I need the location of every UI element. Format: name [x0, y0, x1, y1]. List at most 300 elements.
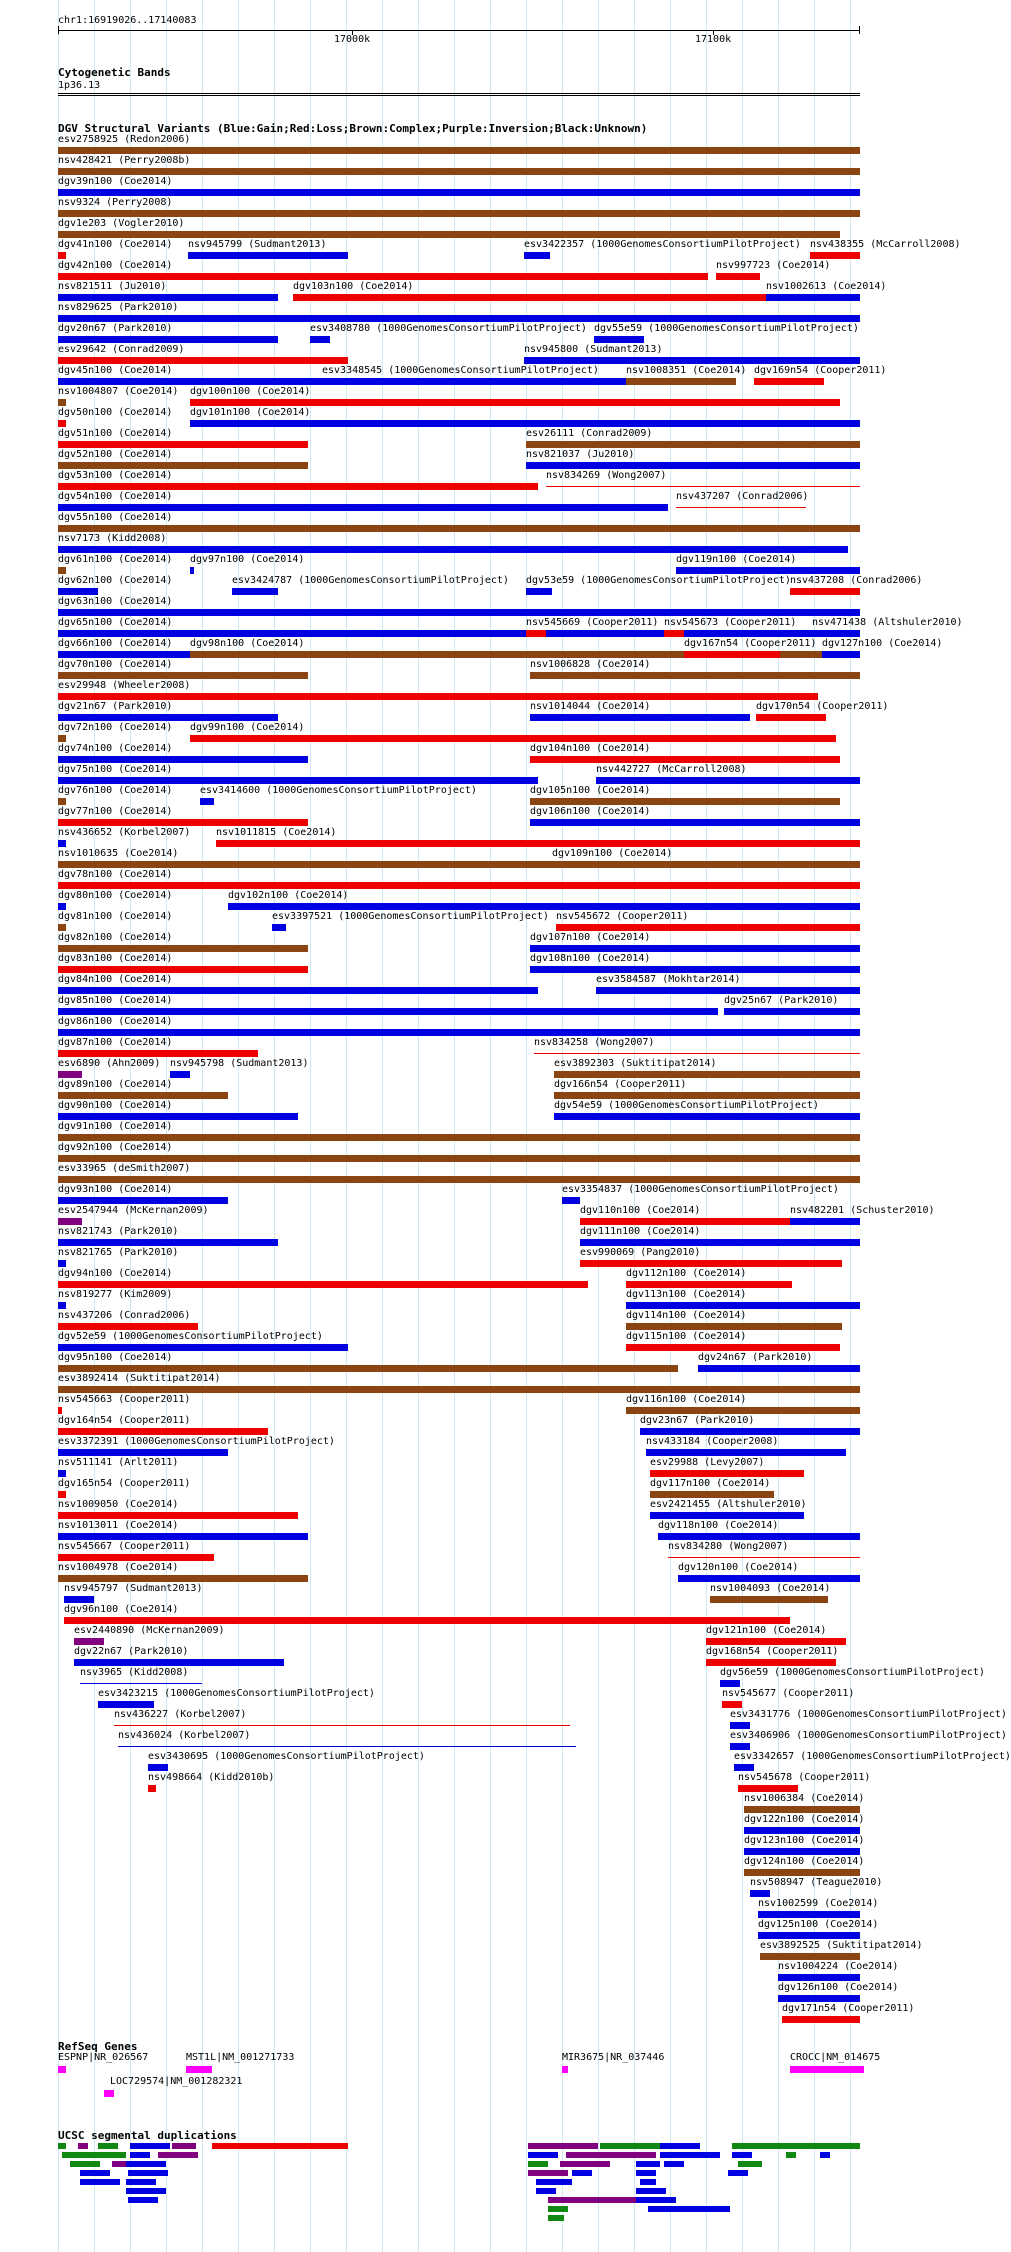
- variant-label[interactable]: dgv80n100 (Coe2014): [58, 890, 173, 901]
- variant-bar[interactable]: [64, 1617, 790, 1624]
- variant-bar[interactable]: [730, 1722, 750, 1729]
- segdup-block[interactable]: [548, 2215, 564, 2221]
- variant-bar[interactable]: [534, 1053, 860, 1054]
- variant-label[interactable]: dgv77n100 (Coe2014): [58, 806, 173, 817]
- variant-label[interactable]: dgv108n100 (Coe2014): [530, 953, 651, 964]
- variant-bar[interactable]: [58, 1260, 66, 1267]
- variant-bar[interactable]: [554, 1071, 860, 1078]
- variant-label[interactable]: nsv545663 (Cooper2011): [58, 1394, 191, 1405]
- variant-label[interactable]: dgv168n54 (Cooper2011): [706, 1646, 839, 1657]
- segdup-block[interactable]: [98, 2143, 118, 2149]
- variant-label[interactable]: dgv63n100 (Coe2014): [58, 596, 173, 607]
- variant-label[interactable]: nsv437208 (Conrad2006): [790, 575, 923, 586]
- variant-bar[interactable]: [650, 1512, 804, 1519]
- segdup-track-title[interactable]: UCSC segmental duplications: [58, 2129, 237, 2142]
- segdup-block[interactable]: [636, 2170, 656, 2176]
- segdup-block[interactable]: [636, 2188, 666, 2194]
- variant-bar[interactable]: [754, 378, 824, 385]
- variant-label[interactable]: dgv167n54 (Cooper2011): [684, 638, 817, 649]
- segdup-block[interactable]: [128, 2170, 168, 2176]
- gene-glyph[interactable]: [186, 2066, 212, 2073]
- segdup-block[interactable]: [80, 2179, 120, 2185]
- variant-bar[interactable]: [698, 1365, 860, 1372]
- variant-label[interactable]: dgv99n100 (Coe2014): [190, 722, 305, 733]
- variant-label[interactable]: esv990069 (Pang2010): [580, 1247, 701, 1258]
- variant-bar[interactable]: [580, 1239, 860, 1246]
- variant-label[interactable]: dgv94n100 (Coe2014): [58, 1268, 173, 1279]
- variant-label[interactable]: dgv116n100 (Coe2014): [626, 1394, 747, 1405]
- variant-bar[interactable]: [58, 483, 538, 490]
- variant-label[interactable]: dgv125n100 (Coe2014): [758, 1919, 879, 1930]
- variant-bar[interactable]: [114, 1725, 570, 1726]
- variant-bar[interactable]: [810, 252, 860, 259]
- variant-bar[interactable]: [216, 840, 860, 847]
- variant-bar[interactable]: [58, 609, 860, 616]
- variant-bar[interactable]: [58, 546, 848, 553]
- variant-bar[interactable]: [678, 1575, 860, 1582]
- variant-bar[interactable]: [118, 1746, 576, 1747]
- variant-label[interactable]: nsv3965 (Kidd2008): [80, 1667, 189, 1678]
- variant-bar[interactable]: [170, 1071, 190, 1078]
- variant-label[interactable]: dgv74n100 (Coe2014): [58, 743, 173, 754]
- variant-label[interactable]: dgv1e203 (Vogler2010): [58, 218, 185, 229]
- variant-label[interactable]: esv3342657 (1000GenomesConsortiumPilotProject): [734, 1751, 1011, 1762]
- variant-label[interactable]: dgv21n67 (Park2010): [58, 701, 173, 712]
- variant-label[interactable]: esv2421455 (Altshuler2010): [650, 1499, 807, 1510]
- variant-bar[interactable]: [58, 1344, 348, 1351]
- variant-bar[interactable]: [526, 441, 860, 448]
- variant-label[interactable]: dgv53e59 (1000GenomesConsortiumPilotProject): [526, 575, 791, 586]
- variant-label[interactable]: dgv51n100 (Coe2014): [58, 428, 173, 439]
- variant-bar[interactable]: [58, 1218, 82, 1225]
- variant-bar[interactable]: [750, 1890, 770, 1897]
- variant-label[interactable]: esv2547944 (McKernan2009): [58, 1205, 209, 1216]
- variant-bar[interactable]: [58, 672, 308, 679]
- segdup-block[interactable]: [78, 2143, 88, 2149]
- variant-label[interactable]: dgv119n100 (Coe2014): [676, 554, 797, 565]
- variant-label[interactable]: nsv821037 (Ju2010): [526, 449, 635, 460]
- segdup-block[interactable]: [528, 2143, 598, 2149]
- variant-label[interactable]: dgv92n100 (Coe2014): [58, 1142, 173, 1153]
- variant-bar[interactable]: [58, 1071, 82, 1078]
- segdup-block[interactable]: [126, 2161, 166, 2167]
- variant-bar[interactable]: [58, 1113, 298, 1120]
- variant-bar[interactable]: [658, 1533, 860, 1540]
- variant-label[interactable]: dgv117n100 (Coe2014): [650, 1478, 771, 1489]
- variant-label[interactable]: dgv112n100 (Coe2014): [626, 1268, 747, 1279]
- variant-label[interactable]: nsv834280 (Wong2007): [668, 1541, 789, 1552]
- variant-bar[interactable]: [148, 1764, 168, 1771]
- segdup-block[interactable]: [212, 2143, 348, 2149]
- variant-bar[interactable]: [148, 1785, 156, 1792]
- segdup-block[interactable]: [648, 2206, 730, 2212]
- variant-label[interactable]: nsv436024 (Korbel2007): [118, 1730, 251, 1741]
- variant-label[interactable]: nsv1011815 (Coe2014): [216, 827, 337, 838]
- variant-label[interactable]: nsv834269 (Wong2007): [546, 470, 667, 481]
- variant-bar[interactable]: [58, 1281, 588, 1288]
- variant-bar[interactable]: [58, 1491, 66, 1498]
- variant-label[interactable]: nsv1006384 (Coe2014): [744, 1793, 865, 1804]
- variant-bar[interactable]: [554, 1092, 860, 1099]
- variant-label[interactable]: dgv76n100 (Coe2014): [58, 785, 173, 796]
- variant-label[interactable]: esv3406906 (1000GenomesConsortiumPilotProject): [730, 1730, 1007, 1741]
- segdup-block[interactable]: [62, 2152, 82, 2158]
- variant-bar[interactable]: [58, 567, 66, 574]
- variant-bar[interactable]: [526, 588, 552, 595]
- variant-label[interactable]: dgv23n67 (Park2010): [640, 1415, 755, 1426]
- gene-glyph[interactable]: [104, 2090, 114, 2097]
- variant-bar[interactable]: [58, 147, 860, 154]
- variant-bar[interactable]: [626, 1302, 860, 1309]
- variant-label[interactable]: dgv91n100 (Coe2014): [58, 1121, 173, 1132]
- segdup-block[interactable]: [528, 2170, 568, 2176]
- variant-bar[interactable]: [58, 357, 348, 364]
- segdup-block[interactable]: [536, 2179, 572, 2185]
- variant-label[interactable]: nsv1002599 (Coe2014): [758, 1898, 879, 1909]
- variant-bar[interactable]: [552, 861, 792, 868]
- variant-label[interactable]: dgv65n100 (Coe2014): [58, 617, 173, 628]
- variant-label[interactable]: dgv55n100 (Coe2014): [58, 512, 173, 523]
- segdup-block[interactable]: [572, 2170, 592, 2176]
- variant-label[interactable]: esv3431776 (1000GenomesConsortiumPilotProject): [730, 1709, 1007, 1720]
- variant-bar[interactable]: [530, 714, 750, 721]
- variant-label[interactable]: nsv821743 (Park2010): [58, 1226, 179, 1237]
- segdup-block[interactable]: [128, 2197, 158, 2203]
- variant-label[interactable]: esv29642 (Conrad2009): [58, 344, 185, 355]
- variant-label[interactable]: esv3892414 (Suktitipat2014): [58, 1373, 221, 1384]
- segdup-block[interactable]: [636, 2161, 660, 2167]
- segdup-block[interactable]: [528, 2161, 548, 2167]
- variant-label[interactable]: dgv126n100 (Coe2014): [778, 1982, 899, 1993]
- variant-bar[interactable]: [58, 945, 308, 952]
- variant-bar[interactable]: [58, 756, 308, 763]
- variant-bar[interactable]: [596, 987, 860, 994]
- variant-label[interactable]: nsv1004807 (Coe2014): [58, 386, 179, 397]
- variant-label[interactable]: nsv1010635 (Coe2014): [58, 848, 179, 859]
- dgv-track-title[interactable]: DGV Structural Variants (Blue:Gain;Red:Loss;Brown:Complex;Purple:Inversion;Black:Unknown): [58, 122, 648, 135]
- variant-label[interactable]: nsv945799 (Sudmant2013): [188, 239, 327, 250]
- variant-bar[interactable]: [58, 1050, 258, 1057]
- variant-label[interactable]: nsv829625 (Park2010): [58, 302, 179, 313]
- variant-bar[interactable]: [782, 2016, 860, 2023]
- variant-label[interactable]: dgv123n100 (Coe2014): [744, 1835, 865, 1846]
- variant-bar[interactable]: [530, 798, 840, 805]
- variant-bar[interactable]: [676, 507, 806, 508]
- cytobands-track-title[interactable]: Cytogenetic Bands: [58, 66, 171, 79]
- variant-bar[interactable]: [322, 378, 352, 385]
- variant-bar[interactable]: [530, 819, 860, 826]
- variant-bar[interactable]: [812, 630, 860, 637]
- variant-label[interactable]: dgv96n100 (Coe2014): [64, 1604, 179, 1615]
- variant-label[interactable]: dgv122n100 (Coe2014): [744, 1814, 865, 1825]
- variant-label[interactable]: dgv54e59 (1000GenomesConsortiumPilotProject): [554, 1100, 819, 1111]
- variant-label[interactable]: nsv945800 (Sudmant2013): [524, 344, 663, 355]
- variant-label[interactable]: nsv545672 (Cooper2011): [556, 911, 689, 922]
- variant-label[interactable]: dgv53n100 (Coe2014): [58, 470, 173, 481]
- variant-bar[interactable]: [556, 924, 860, 931]
- variant-bar[interactable]: [58, 714, 278, 721]
- segdup-block[interactable]: [738, 2161, 762, 2167]
- variant-label[interactable]: dgv170n54 (Cooper2011): [756, 701, 889, 712]
- variant-bar[interactable]: [626, 1344, 840, 1351]
- variant-label[interactable]: dgv118n100 (Coe2014): [658, 1520, 779, 1531]
- variant-label[interactable]: dgv105n100 (Coe2014): [530, 785, 651, 796]
- segdup-block[interactable]: [548, 2206, 568, 2212]
- variant-label[interactable]: esv6890 (Ahn2009): [58, 1058, 161, 1069]
- variant-bar[interactable]: [58, 819, 308, 826]
- variant-bar[interactable]: [524, 252, 550, 259]
- variant-label[interactable]: esv3423215 (1000GenomesConsortiumPilotProject): [98, 1688, 375, 1699]
- variant-label[interactable]: nsv1008351 (Coe2014): [626, 365, 747, 376]
- variant-bar[interactable]: [74, 1638, 104, 1645]
- variant-label[interactable]: dgv56e59 (1000GenomesConsortiumPilotProject): [720, 1667, 985, 1678]
- segdup-block[interactable]: [58, 2143, 66, 2149]
- variant-label[interactable]: dgv52e59 (1000GenomesConsortiumPilotProject): [58, 1331, 323, 1342]
- variant-bar[interactable]: [716, 273, 760, 280]
- variant-label[interactable]: nsv442727 (McCarroll2008): [596, 764, 747, 775]
- variant-label[interactable]: esv2758925 (Redon2006): [58, 134, 191, 145]
- variant-label[interactable]: nsv436227 (Korbel2007): [114, 1709, 247, 1720]
- variant-bar[interactable]: [58, 903, 66, 910]
- variant-label[interactable]: dgv86n100 (Coe2014): [58, 1016, 173, 1027]
- gene-label[interactable]: CROCC|NM_014675: [790, 2052, 881, 2063]
- variant-label[interactable]: esv29988 (Levy2007): [650, 1457, 765, 1468]
- variant-bar[interactable]: [626, 1323, 842, 1330]
- variant-bar[interactable]: [722, 1701, 742, 1708]
- variant-bar[interactable]: [676, 567, 860, 574]
- variant-bar[interactable]: [530, 945, 860, 952]
- variant-bar[interactable]: [58, 1575, 308, 1582]
- variant-label[interactable]: nsv819277 (Kim2009): [58, 1289, 173, 1300]
- variant-bar[interactable]: [58, 966, 308, 973]
- variant-label[interactable]: esv26111 (Conrad2009): [526, 428, 653, 439]
- variant-bar[interactable]: [58, 1155, 860, 1162]
- variant-label[interactable]: dgv97n100 (Coe2014): [190, 554, 305, 565]
- variant-bar[interactable]: [758, 1932, 860, 1939]
- segdup-block[interactable]: [660, 2152, 720, 2158]
- variant-bar[interactable]: [58, 315, 860, 322]
- segdup-block[interactable]: [566, 2152, 656, 2158]
- variant-label[interactable]: dgv22n67 (Park2010): [74, 1646, 189, 1657]
- variant-bar[interactable]: [756, 714, 826, 721]
- variant-bar[interactable]: [228, 903, 860, 910]
- variant-label[interactable]: nsv545678 (Cooper2011): [738, 1772, 871, 1783]
- variant-bar[interactable]: [626, 1281, 792, 1288]
- variant-label[interactable]: nsv1002613 (Coe2014): [766, 281, 887, 292]
- refseq-track-title[interactable]: RefSeq Genes: [58, 2040, 138, 2053]
- segdup-block[interactable]: [126, 2179, 156, 2185]
- segdup-block[interactable]: [732, 2152, 752, 2158]
- variant-bar[interactable]: [58, 882, 860, 889]
- variant-bar[interactable]: [272, 924, 286, 931]
- variant-bar[interactable]: [190, 735, 836, 742]
- variant-label[interactable]: dgv83n100 (Coe2014): [58, 953, 173, 964]
- variant-bar[interactable]: [58, 294, 278, 301]
- variant-bar[interactable]: [720, 1680, 740, 1687]
- variant-label[interactable]: nsv545667 (Cooper2011): [58, 1541, 191, 1552]
- variant-label[interactable]: dgv107n100 (Coe2014): [530, 932, 651, 943]
- variant-bar[interactable]: [760, 1953, 860, 1960]
- variant-bar[interactable]: [58, 1302, 66, 1309]
- variant-label[interactable]: nsv821765 (Park2010): [58, 1247, 179, 1258]
- variant-bar[interactable]: [626, 378, 736, 385]
- variant-bar[interactable]: [626, 1407, 860, 1414]
- variant-bar[interactable]: [98, 1701, 154, 1708]
- variant-label[interactable]: dgv75n100 (Coe2014): [58, 764, 173, 775]
- segdup-block[interactable]: [130, 2152, 150, 2158]
- variant-bar[interactable]: [58, 924, 66, 931]
- variant-bar[interactable]: [310, 336, 330, 343]
- variant-bar[interactable]: [524, 357, 860, 364]
- segdup-block[interactable]: [158, 2152, 198, 2158]
- variant-bar[interactable]: [58, 210, 860, 217]
- segdup-block[interactable]: [560, 2161, 610, 2167]
- variant-label[interactable]: nsv471438 (Altshuler2010): [812, 617, 963, 628]
- segdup-block[interactable]: [70, 2161, 100, 2167]
- variant-bar[interactable]: [554, 1113, 860, 1120]
- variant-bar[interactable]: [58, 798, 66, 805]
- variant-label[interactable]: esv33965 (deSmith2007): [58, 1163, 191, 1174]
- variant-label[interactable]: esv3424787 (1000GenomesConsortiumPilotProject): [232, 575, 509, 586]
- variant-bar[interactable]: [58, 1470, 66, 1477]
- variant-label[interactable]: dgv52n100 (Coe2014): [58, 449, 173, 460]
- segdup-block[interactable]: [640, 2179, 656, 2185]
- variant-bar[interactable]: [546, 486, 860, 487]
- variant-label[interactable]: nsv437206 (Conrad2006): [58, 1310, 191, 1321]
- variant-bar[interactable]: [744, 1869, 860, 1876]
- variant-bar[interactable]: [646, 1449, 846, 1456]
- variant-bar[interactable]: [58, 189, 860, 196]
- variant-bar[interactable]: [58, 1008, 718, 1015]
- variant-label[interactable]: esv3408780 (1000GenomesConsortiumPilotProject): [310, 323, 587, 334]
- variant-label[interactable]: dgv72n100 (Coe2014): [58, 722, 173, 733]
- variant-label[interactable]: nsv1009050 (Coe2014): [58, 1499, 179, 1510]
- variant-label[interactable]: dgv95n100 (Coe2014): [58, 1352, 173, 1363]
- variant-label[interactable]: dgv50n100 (Coe2014): [58, 407, 173, 418]
- variant-bar[interactable]: [58, 588, 98, 595]
- variant-bar[interactable]: [822, 651, 860, 658]
- variant-bar[interactable]: [730, 1743, 750, 1750]
- variant-bar[interactable]: [58, 987, 538, 994]
- variant-label[interactable]: nsv545673 (Cooper2011): [664, 617, 797, 628]
- variant-label[interactable]: dgv84n100 (Coe2014): [58, 974, 173, 985]
- variant-label[interactable]: nsv437207 (Conrad2006): [676, 491, 809, 502]
- variant-label[interactable]: dgv41n100 (Coe2014): [58, 239, 173, 250]
- cytoband-bar[interactable]: [58, 93, 860, 96]
- variant-label[interactable]: nsv1004978 (Coe2014): [58, 1562, 179, 1573]
- variant-label[interactable]: dgv165n54 (Cooper2011): [58, 1478, 191, 1489]
- gene-label[interactable]: MIR3675|NR_037446: [562, 2052, 665, 2063]
- variant-label[interactable]: nsv482201 (Schuster2010): [790, 1205, 935, 1216]
- variant-label[interactable]: esv29948 (Wheeler2008): [58, 680, 191, 691]
- variant-bar[interactable]: [58, 1092, 228, 1099]
- variant-bar[interactable]: [58, 336, 278, 343]
- variant-bar[interactable]: [650, 1470, 804, 1477]
- segdup-block[interactable]: [820, 2152, 830, 2158]
- variant-label[interactable]: esv3348545 (1000GenomesConsortiumPilotProject): [322, 365, 599, 376]
- segdup-block[interactable]: [728, 2170, 748, 2176]
- variant-label[interactable]: nsv508947 (Teague2010): [750, 1877, 883, 1888]
- segdup-block[interactable]: [126, 2188, 166, 2194]
- variant-bar[interactable]: [188, 252, 348, 259]
- variant-label[interactable]: dgv113n100 (Coe2014): [626, 1289, 747, 1300]
- variant-label[interactable]: dgv90n100 (Coe2014): [58, 1100, 173, 1111]
- variant-bar[interactable]: [58, 525, 860, 532]
- variant-label[interactable]: dgv121n100 (Coe2014): [706, 1625, 827, 1636]
- variant-bar[interactable]: [580, 1218, 790, 1225]
- variant-label[interactable]: dgv103n100 (Coe2014): [293, 281, 414, 292]
- variant-bar[interactable]: [778, 1974, 860, 1981]
- segdup-block[interactable]: [82, 2152, 126, 2158]
- variant-bar[interactable]: [58, 1029, 860, 1036]
- variant-bar[interactable]: [58, 1407, 62, 1414]
- variant-label[interactable]: nsv1004224 (Coe2014): [778, 1961, 899, 1972]
- variant-label[interactable]: dgv54n100 (Coe2014): [58, 491, 173, 502]
- variant-label[interactable]: nsv545669 (Cooper2011): [526, 617, 659, 628]
- variant-label[interactable]: dgv24n67 (Park2010): [698, 1352, 813, 1363]
- variant-label[interactable]: esv3422357 (1000GenomesConsortiumPilotProject): [524, 239, 801, 250]
- segdup-block[interactable]: [548, 2197, 638, 2203]
- variant-label[interactable]: dgv98n100 (Coe2014): [190, 638, 305, 649]
- variant-label[interactable]: nsv545677 (Cooper2011): [722, 1688, 855, 1699]
- variant-label[interactable]: dgv39n100 (Coe2014): [58, 176, 173, 187]
- variant-bar[interactable]: [58, 1533, 308, 1540]
- variant-bar[interactable]: [58, 252, 66, 259]
- variant-bar[interactable]: [58, 1365, 678, 1372]
- variant-label[interactable]: esv3430695 (1000GenomesConsortiumPilotProject): [148, 1751, 425, 1762]
- variant-label[interactable]: nsv834258 (Wong2007): [534, 1037, 655, 1048]
- variant-bar[interactable]: [58, 231, 840, 238]
- variant-bar[interactable]: [58, 441, 308, 448]
- variant-label[interactable]: dgv101n100 (Coe2014): [190, 407, 311, 418]
- variant-label[interactable]: dgv42n100 (Coe2014): [58, 260, 173, 271]
- variant-bar[interactable]: [58, 1323, 198, 1330]
- variant-label[interactable]: dgv82n100 (Coe2014): [58, 932, 173, 943]
- segdup-block[interactable]: [600, 2143, 660, 2149]
- variant-bar[interactable]: [58, 1134, 860, 1141]
- variant-label[interactable]: dgv66n100 (Coe2014): [58, 638, 173, 649]
- variant-label[interactable]: dgv55e59 (1000GenomesConsortiumPilotProject): [594, 323, 859, 334]
- variant-label[interactable]: dgv45n100 (Coe2014): [58, 365, 173, 376]
- variant-bar[interactable]: [738, 1785, 798, 1792]
- variant-bar[interactable]: [58, 1176, 860, 1183]
- variant-bar[interactable]: [58, 399, 66, 406]
- variant-label[interactable]: nsv945798 (Sudmant2013): [170, 1058, 309, 1069]
- variant-label[interactable]: nsv1004093 (Coe2014): [710, 1583, 831, 1594]
- segdup-block[interactable]: [664, 2161, 684, 2167]
- variant-label[interactable]: dgv25n67 (Park2010): [724, 995, 839, 1006]
- variant-bar[interactable]: [58, 504, 668, 511]
- variant-bar[interactable]: [58, 1428, 268, 1435]
- variant-bar[interactable]: [190, 567, 194, 574]
- segdup-block[interactable]: [732, 2143, 860, 2149]
- variant-label[interactable]: dgv62n100 (Coe2014): [58, 575, 173, 586]
- variant-bar[interactable]: [200, 798, 214, 805]
- variant-bar[interactable]: [650, 1491, 774, 1498]
- variant-label[interactable]: nsv9324 (Perry2008): [58, 197, 173, 208]
- variant-label[interactable]: dgv114n100 (Coe2014): [626, 1310, 747, 1321]
- variant-bar[interactable]: [710, 1596, 828, 1603]
- gene-label[interactable]: MST1L|NM_001271733: [186, 2052, 295, 2063]
- variant-label[interactable]: dgv109n100 (Coe2014): [552, 848, 673, 859]
- variant-bar[interactable]: [530, 756, 840, 763]
- variant-label[interactable]: dgv124n100 (Coe2014): [744, 1856, 865, 1867]
- variant-label[interactable]: dgv110n100 (Coe2014): [580, 1205, 701, 1216]
- variant-label[interactable]: nsv1006828 (Coe2014): [530, 659, 651, 670]
- variant-bar[interactable]: [58, 777, 538, 784]
- variant-label[interactable]: nsv438355 (McCarroll2008): [810, 239, 961, 250]
- variant-bar[interactable]: [594, 336, 644, 343]
